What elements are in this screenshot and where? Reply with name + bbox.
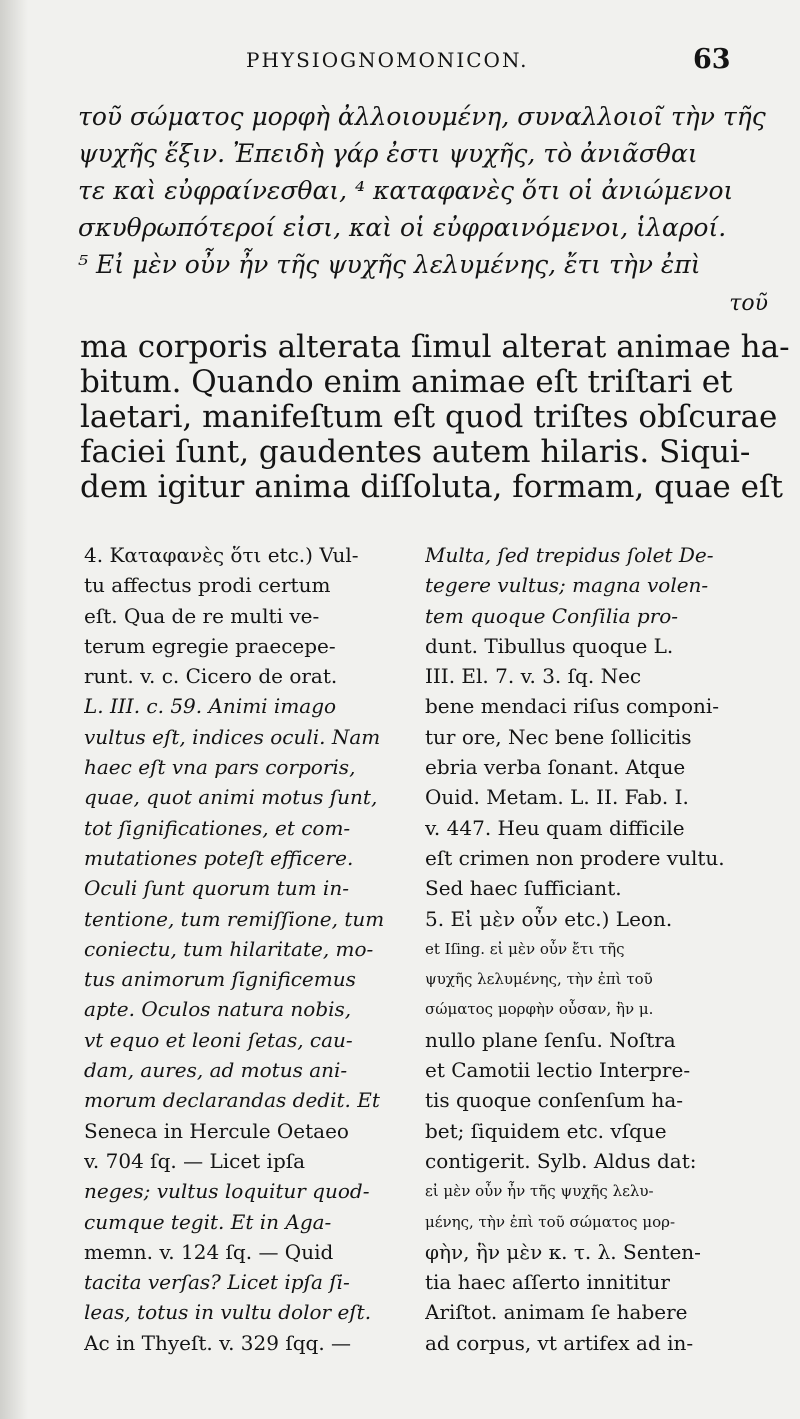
running-title: PHYSIOGNOMONICON.	[246, 48, 529, 72]
notes-left-column	[84, 540, 404, 1358]
note-line: vultus eſt, indices oculi. Nam	[84, 724, 381, 749]
note-line: Sed haec ſufficiant.	[425, 876, 622, 901]
note-line: 5. Εἰ μὲν οὖν etc.) Leon.	[425, 906, 673, 931]
page-edge-shadow	[0, 0, 28, 1419]
note-line: dunt. Tibullus quoque L.	[425, 633, 674, 658]
note-line: III. El. 7. v. 3. ſq. Nec	[425, 664, 642, 689]
note-line: ψυχῆς λελυμένης, τὴν ἐπὶ τοῦ	[425, 970, 653, 989]
greek-line: σκυθρωπότεροί εἰσι, καὶ οἱ εὐφραινόμενοι, ἱλαροί.	[78, 213, 727, 242]
notes-right-column	[425, 540, 773, 1358]
note-line: tur ore, Nec bene ſollicitis	[425, 724, 692, 749]
catchword: τοῦ	[729, 291, 768, 316]
note-line: Ac in Thyeſt. v. 329 ſqq. —	[84, 1330, 352, 1355]
note-line: tu affectus prodi certum	[84, 573, 331, 598]
note-line: μένης, τὴν ἐπὶ τοῦ σώματος μορ-	[425, 1212, 676, 1231]
note-line: v. 704 ſq. — Licet ipſa	[84, 1148, 306, 1173]
note-line: cumque tegit. Et in Aga-	[84, 1209, 332, 1234]
note-line: terum egregie praecepe-	[84, 633, 336, 658]
note-line: runt. v. c. Cicero de orat.	[84, 664, 338, 689]
note-line: tem quoque Conſilia pro-	[425, 603, 679, 628]
greek-line: ⁵ Εἰ μὲν οὖν ἦν τῆς ψυχῆς λελυμένης, ἔτι τὴν ἐπὶ	[78, 250, 701, 279]
note-line: φὴν, ἣν μὲν κ. τ. λ. Senten-	[425, 1239, 701, 1264]
note-line: haec eſt vna pars corporis,	[84, 755, 356, 780]
page-number: 63	[693, 44, 731, 75]
greek-line: ψυχῆς ἕξιν. Ἐπειδὴ γάρ ἐστι ψυχῆς, τὸ ἀνιᾶσθαι	[78, 139, 698, 168]
note-line: tot ſignificationes, et com-	[84, 815, 351, 840]
note-line: bet; ſiquidem etc. vſque	[425, 1118, 667, 1143]
note-line: eſt crimen non prodere vultu.	[425, 845, 725, 870]
note-line: Oculi ſunt quorum tum in-	[84, 876, 349, 901]
greek-text-block	[78, 98, 768, 322]
note-line: et Iſing. εἰ μὲν οὖν ἔτι τῆς	[425, 939, 625, 958]
note-line: tia haec aſſerto innititur	[425, 1270, 670, 1295]
note-line: eſt. Qua de re multi ve-	[84, 603, 320, 628]
note-line: coniectu, tum hilaritate, mo-	[84, 936, 374, 961]
latin-line: bitum. Quando enim animae eſt triſtari et	[80, 364, 733, 400]
note-line: nullo plane ſenſu. Noſtra	[425, 1027, 676, 1052]
running-head	[0, 44, 800, 78]
note-line: tegere vultus; magna volen-	[425, 573, 709, 598]
latin-line: faciei ſunt, gaudentes autem hilaris. Siqui-	[80, 434, 751, 470]
note-line: contigerit. Sylb. Aldus dat:	[425, 1148, 697, 1173]
note-line: ad corpus, vt artifex ad in-	[425, 1330, 694, 1355]
note-line: 4. Καταφανὲς ὅτι etc.) Vul-	[84, 543, 359, 567]
note-line: Ariſtot. animam ſe habere	[425, 1300, 688, 1325]
latin-line: laetari, manifeſtum eſt quod triſtes obſcurae	[80, 399, 778, 435]
latin-line: dem igitur anima diſſoluta, formam, quae eſt	[80, 469, 783, 505]
note-line: tis quoque conſenſum ha-	[425, 1088, 684, 1113]
note-line: σώματος μορφὴν οὖσαν, ἣν μ.	[425, 1000, 654, 1019]
note-line: Ouid. Metam. L. II. Fab. I.	[425, 785, 689, 810]
note-line: leas, totus in vultu dolor eſt.	[84, 1300, 372, 1325]
note-line: morum declarandas dedit. Et	[84, 1088, 380, 1113]
note-line: neges; vultus loquitur quod-	[84, 1179, 370, 1204]
note-line: mutationes poteſt efficere.	[84, 845, 354, 870]
note-line: memn. v. 124 ſq. — Quid	[84, 1239, 334, 1264]
note-line: quae, quot animi motus ſunt,	[84, 785, 378, 810]
note-line: dam, aures, ad motus ani-	[84, 1058, 348, 1083]
note-line: apte. Oculos natura nobis,	[84, 997, 352, 1022]
note-line: Seneca in Hercule Oetaeo	[84, 1118, 349, 1143]
note-line: v. 447. Heu quam difficile	[425, 815, 685, 840]
note-line: εἰ μὲν οὖν ἦν τῆς ψυχῆς λελυ-	[425, 1182, 654, 1201]
latin-text-block	[80, 329, 790, 505]
note-line: et Camotii lectio Interpre-	[425, 1058, 691, 1083]
note-line: ebria verba ſonant. Atque	[425, 755, 686, 780]
note-line: vt equo et leoni ſetas, cau-	[84, 1027, 353, 1052]
note-line: L. III. c. 59. Animi imago	[84, 694, 337, 719]
greek-line: τοῦ σώματος μορφὴ ἀλλοιουμένη, συναλλοιοῖ τὴν τῆς	[78, 102, 766, 131]
latin-line: ma corporis alterata ſimul alterat animae ha-	[80, 329, 790, 365]
note-line: tus animorum ſignificemus	[84, 967, 356, 992]
note-line: tacita verſas? Licet ipſa ſi-	[84, 1270, 350, 1295]
greek-line: τε καὶ εὐφραίνεσθαι, ⁴ καταφανὲς ὅτι οἱ ἀνιώμενοι	[78, 176, 734, 205]
note-line: tentione, tum remiſſione, tum	[84, 906, 385, 931]
note-line: bene mendaci riſus componi-	[425, 694, 720, 719]
note-line: Multa, ſed trepidus ſolet De-	[425, 543, 714, 567]
